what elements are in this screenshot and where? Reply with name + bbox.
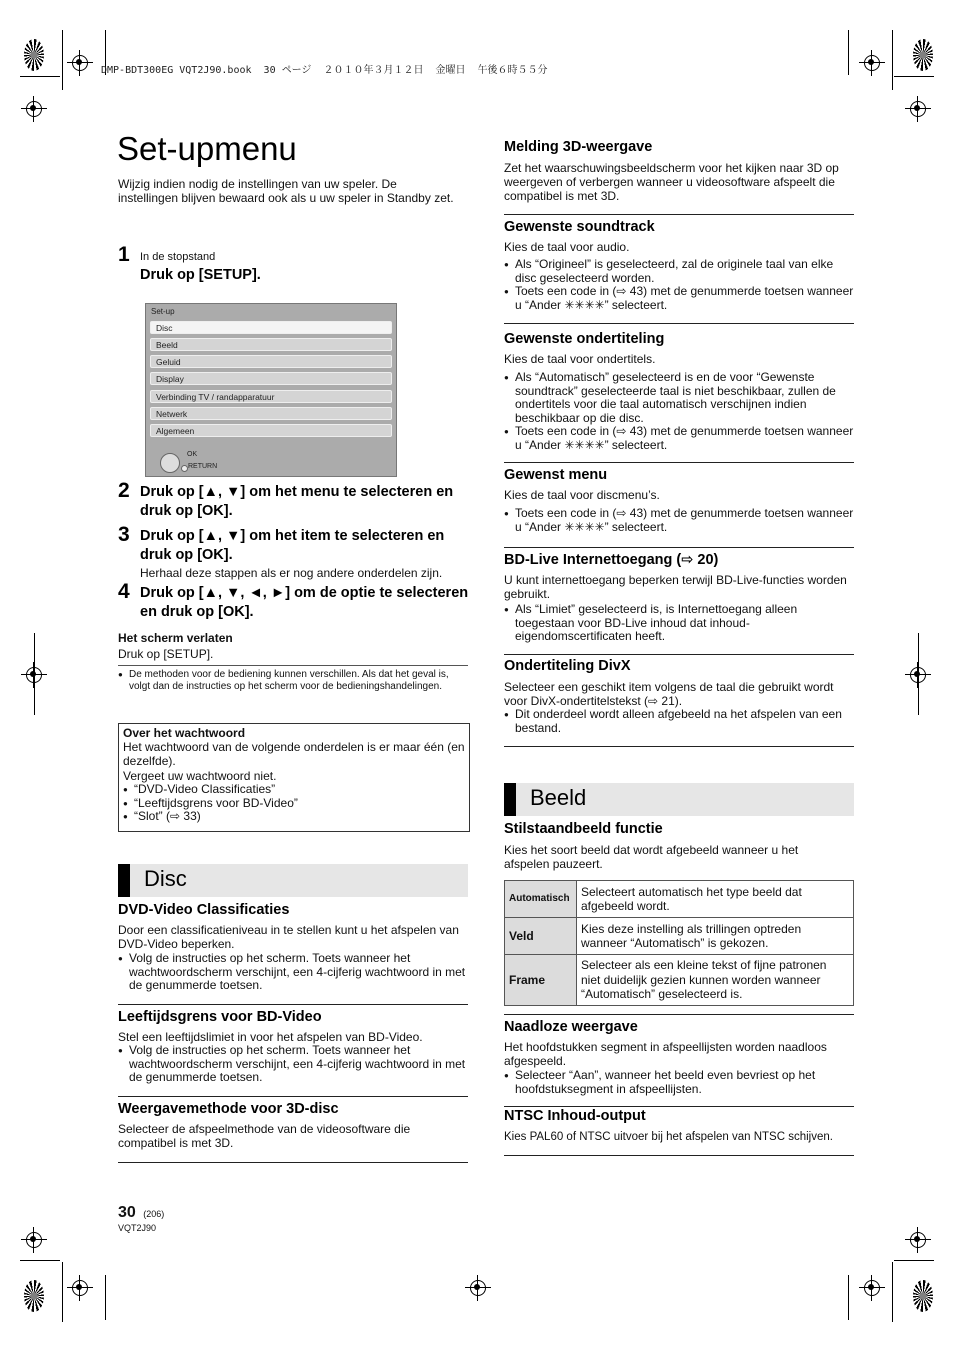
- table-row: [505, 881, 854, 918]
- step-number: 2: [118, 479, 130, 502]
- block-bullets: [504, 507, 854, 534]
- list-item: ● Toets een code in (⇨ 43) met de genummerde toetsen wanneer u “Ander ✳✳✳✳” selecteert.: [504, 285, 854, 312]
- block-heading: Naadloze weergave: [504, 1019, 638, 1035]
- table-key: Frame: [505, 955, 577, 1006]
- section-band-beeld: [504, 783, 854, 816]
- step-number: 3: [118, 523, 130, 546]
- crosshair-mark: [67, 50, 93, 76]
- list-item: ● Volg de instructies op het scherm. Toets wanneer het wachtwoordscherm verschijnt, een 4-cijferig wachtwoord in met de genummerde toetsen.: [118, 1044, 468, 1085]
- section-bar: [504, 783, 516, 816]
- block-heading: Weergavemethode voor 3D-disc: [118, 1101, 339, 1117]
- remote-dpad-icon: [160, 453, 180, 473]
- step-text: Druk op [SETUP].: [140, 267, 261, 283]
- document-code: VQT2J90: [118, 1223, 157, 1233]
- block-bullets: [504, 371, 854, 453]
- block-heading: DVD-Video Classificaties: [118, 902, 290, 918]
- step-number: 4: [118, 580, 130, 603]
- divider: [504, 746, 854, 747]
- divider: [504, 654, 854, 655]
- divider: [504, 462, 854, 463]
- menu-item-display[interactable]: Display: [150, 372, 392, 385]
- table-row: [505, 955, 854, 1006]
- table-value: Kies deze instelling als trillingen optreden wanneer “Automatisch” is gekozen.: [577, 918, 854, 955]
- password-box: [118, 723, 470, 832]
- block-text: Stel een leeftijdslimiet in voor het afspelen van BD-Video.: [118, 1030, 423, 1044]
- block-text: Zet het waarschuwingsbeeldscherm voor het kijken naar 3D op weergeven of verbergen wanneer u videosoftware afspeelt die compatibel is met 3D.: [504, 161, 839, 203]
- block-heading: BD-Live Internettoegang (⇨ 20): [504, 552, 719, 568]
- table-row: [505, 918, 854, 955]
- crosshair-mark: [67, 1275, 93, 1301]
- trim-line: [892, 30, 893, 90]
- block-heading: Gewenst menu: [504, 467, 608, 483]
- block-heading: Leeftijdsgrens voor BD-Video: [118, 1009, 322, 1025]
- divider: [504, 1155, 854, 1156]
- block-bullets: [504, 708, 854, 735]
- page-number: [118, 1204, 164, 1222]
- trim-line: [34, 633, 35, 715]
- trim-line: [892, 1262, 893, 1322]
- trim-line: [918, 633, 919, 715]
- section-bar: [118, 864, 130, 897]
- block-bullets: [504, 1069, 854, 1096]
- step-text: Druk op [▲, ▼] om het item te selecteren en druk op [OK].: [140, 528, 445, 563]
- divider: [118, 1004, 468, 1005]
- menu-item-netwerk[interactable]: Netwerk: [150, 407, 392, 420]
- crosshair-mark: [21, 96, 47, 122]
- list-item: ● Selecteer “Aan”, wanneer het beeld even bevriest op het hoofdstuksegment in afspeellijsten.: [504, 1069, 854, 1096]
- table-key: Veld: [505, 918, 577, 955]
- divider: [504, 1106, 854, 1107]
- divider: [118, 1162, 468, 1163]
- block-bullets: [504, 603, 854, 644]
- setup-menu-title: Set-up: [151, 307, 175, 316]
- divider: [504, 547, 854, 548]
- list-item: ● Dit onderdeel wordt alleen afgebeeld na het afspelen van een bestand.: [504, 708, 854, 735]
- step-text: Druk op [▲, ▼] om het menu te selecteren en druk op [OK].: [140, 484, 454, 519]
- trim-line: [20, 76, 60, 77]
- step-pre-text: In de stopstand: [140, 251, 216, 263]
- exit-heading: Het scherm verlaten: [118, 631, 233, 645]
- trim-line: [848, 30, 849, 75]
- menu-item-disc[interactable]: Disc: [150, 321, 392, 334]
- crosshair-mark: [859, 1275, 885, 1301]
- trim-line: [894, 76, 934, 77]
- trim-line: [848, 1275, 849, 1320]
- page-number-sub: (206): [143, 1209, 165, 1219]
- registration-wheel-bottom-right: [913, 1280, 933, 1312]
- list-item: ● Als “Automatisch” geselecteerd is en de voor “Gewenste soundtrack” geselecteerde taal is niet beschikbaar, zullen de ondertitels voor die taal automatisch verschijnen indien beschikbaar op die disc.: [504, 371, 854, 425]
- password-box-list: [123, 783, 463, 824]
- table-value: Selecteert automatisch het type beeld dat afgebeeld wordt.: [577, 881, 854, 918]
- divider: [118, 1096, 468, 1097]
- list-item: ● Toets een code in (⇨ 43) met de genummerde toetsen wanneer u “Ander ✳✳✳✳” selecteert.: [504, 507, 854, 534]
- step-text: Druk op [▲, ▼, ◄, ►] om de optie te selecteren en druk op [OK].: [140, 585, 469, 620]
- block-text: Kies de taal voor discmenu’s.: [504, 488, 660, 502]
- block-text: Selecteer een geschikt item volgens de taal die gebruikt wordt voor DivX-ondertitelstekst (⇨ 21).: [504, 680, 834, 708]
- list-item: ● “Leeftijdsgrens voor BD-Video”: [123, 797, 463, 811]
- table-value: Selecteer als een kleine tekst of fijne patronen niet duidelijk gezien kunnen worden wanneer “Automatisch” geselecteerd is.: [577, 955, 854, 1006]
- page-number-main: 30: [118, 1204, 136, 1221]
- trim-line: [105, 1275, 106, 1320]
- setup-menu-screen: [145, 303, 397, 477]
- trim-line: [62, 30, 63, 90]
- trim-line: [62, 1262, 63, 1322]
- block-bullets: [118, 1044, 468, 1085]
- list-item: ● Als “Origineel” is geselecteerd, zal de originele taal van elke disc geselecteerd worden.: [504, 258, 854, 285]
- crosshair-mark: [21, 1227, 47, 1253]
- section-band-disc: [118, 864, 468, 897]
- menu-item-geluid[interactable]: Geluid: [150, 355, 392, 368]
- block-heading: Gewenste ondertiteling: [504, 331, 665, 347]
- block-heading: Ondertiteling DivX: [504, 658, 631, 674]
- password-box-line1: Het wachtwoord van de volgende onderdelen is er maar één (en dezelfde).: [123, 740, 465, 768]
- divider: [504, 1014, 854, 1015]
- ok-label: OK: [187, 451, 198, 458]
- divider: [504, 323, 854, 324]
- trim-line: [894, 1260, 934, 1261]
- list-item: ● “DVD-Video Classificaties”: [123, 783, 463, 797]
- list-item: ● Toets een code in (⇨ 43) met de genummerde toetsen wanneer u “Ander ✳✳✳✳” selecteert.: [504, 425, 854, 452]
- footnote: [118, 669, 470, 693]
- section-title: Beeld: [530, 785, 587, 810]
- page-title: Set-upmenu: [117, 130, 297, 167]
- print-header-line: DMP-BDT300EG VQT2J90.book 30 ページ ２０１０年３月１２日 金曜日 午後６時５５分: [101, 65, 548, 76]
- block-text: Kies het soort beeld dat wordt afgebeeld wanneer u het afspelen pauzeert.: [504, 843, 799, 871]
- password-box-heading: Over het wachtwoord: [123, 726, 246, 740]
- block-bullets: [118, 952, 468, 993]
- still-mode-table: [504, 880, 854, 1006]
- trim-line: [20, 1260, 60, 1261]
- block-heading: NTSC Inhoud-output: [504, 1108, 646, 1124]
- step-note: Herhaal deze stappen als er nog andere onderdelen zijn.: [140, 566, 443, 580]
- menu-item-verbinding[interactable]: Verbinding TV / randapparatuur: [150, 390, 392, 403]
- list-item: ● Als “Limiet” geselecteerd is, is Internettoegang alleen toegestaan voor BD-Live inhoud dat inhoud-eigendomscertificaten heeft.: [504, 603, 854, 644]
- block-text: Kies de taal voor ondertitels.: [504, 352, 656, 366]
- list-item: ● Volg de instructies op het scherm. Toets wanneer het wachtwoordscherm verschijnt, een 4-cijferig wachtwoord in met de genummerde toetsen.: [118, 952, 468, 993]
- step-number: 1: [118, 243, 130, 266]
- footnote-text: ● De methoden voor de bediening kunnen verschillen. Als dat het geval is, volgt dan de instructies op het scherm voor de bedieningshandelingen.: [118, 669, 470, 693]
- block-text: Selecteer de afspeelmethode van de videosoftware die compatibel is met 3D.: [118, 1122, 411, 1150]
- crosshair-mark: [859, 50, 885, 76]
- registration-wheel-top-right: [913, 39, 933, 71]
- block-heading: Stilstaandbeeld functie: [504, 821, 663, 837]
- list-item: ● “Slot” (⇨ 33): [123, 810, 463, 824]
- return-label: RETURN: [188, 463, 218, 470]
- crosshair-mark: [465, 1275, 491, 1301]
- crosshair-mark: [905, 1227, 931, 1253]
- block-text: U kunt internettoegang beperken terwijl BD-Live-functies worden gebruikt.: [504, 573, 847, 601]
- divider: [118, 665, 468, 666]
- block-heading: Gewenste soundtrack: [504, 219, 655, 235]
- crosshair-mark: [905, 96, 931, 122]
- block-text: Het hoofdstukken segment in afspeellijsten worden naadloos afgespeeld.: [504, 1040, 827, 1068]
- table-key: Automatisch: [505, 881, 577, 918]
- menu-item-algemeen[interactable]: Algemeen: [150, 424, 392, 437]
- menu-item-beeld[interactable]: Beeld: [150, 338, 392, 351]
- block-bullets: [504, 258, 854, 312]
- divider: [504, 214, 854, 215]
- block-text: Kies PAL60 of NTSC uitvoer bij het afspelen van NTSC schijven.: [504, 1131, 833, 1143]
- intro-text: Wijzig indien nodig de instellingen van uw speler. De instellingen blijven bewaard ook als u uw speler in Standby zet.: [118, 177, 454, 205]
- return-dot-icon: [181, 465, 188, 472]
- exit-text: Druk op [SETUP].: [118, 647, 214, 661]
- block-heading: Melding 3D-weergave: [504, 139, 653, 155]
- registration-wheel-bottom-left: [24, 1280, 44, 1312]
- block-text: Door een classificatieniveau in te stellen kunt u het afspelen van DVD-Video beperken.: [118, 923, 459, 951]
- password-box-line2: Vergeet uw wachtwoord niet.: [123, 769, 277, 783]
- section-title: Disc: [144, 866, 187, 891]
- block-text: Kies de taal voor audio.: [504, 240, 630, 254]
- registration-wheel-top-left: [24, 39, 44, 71]
